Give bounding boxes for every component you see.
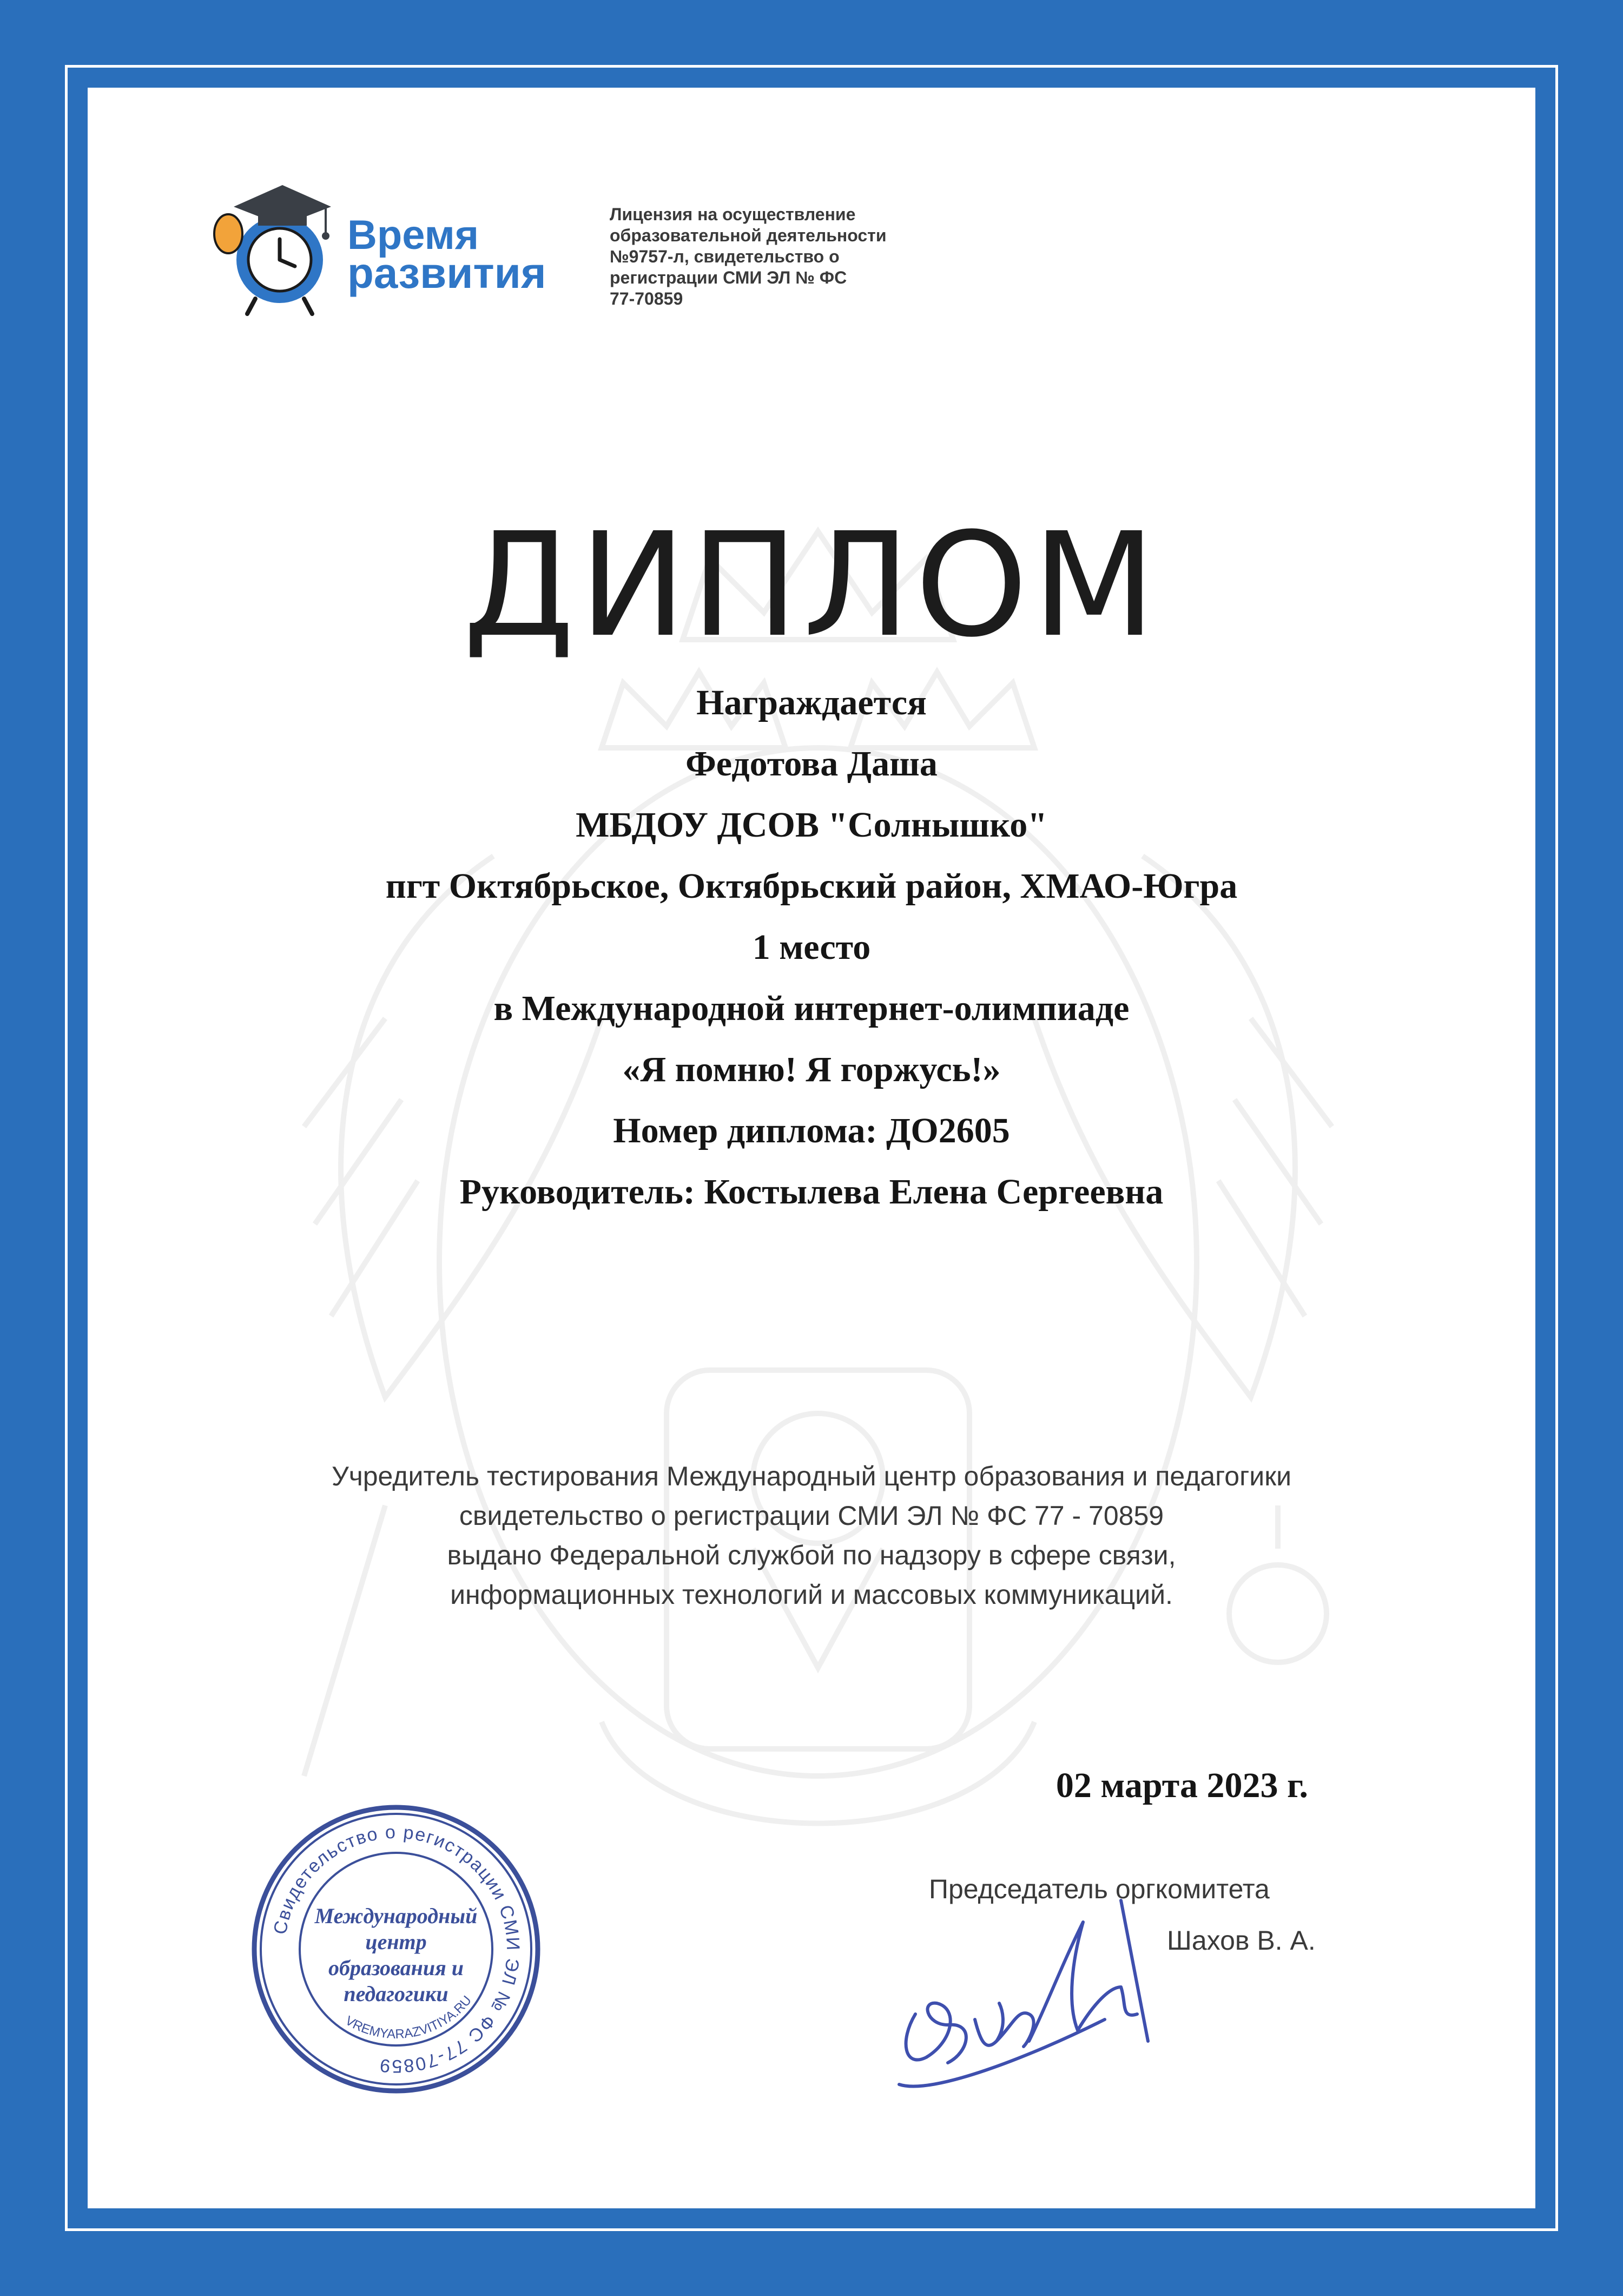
svg-text:VREMYARAZVITIYA.RU: VREMYARAZVITIYA.RU — [342, 1993, 475, 2042]
diploma-title: ДИПЛОМ — [463, 502, 1160, 669]
license-line: образовательной деятельности — [610, 226, 887, 245]
award-block — [88, 672, 1535, 1222]
event-title: «Я помню! Я горжусь!» — [622, 1050, 1001, 1089]
founder-line: свидетельство о регистрации СМИ ЭЛ № ФС 77 - 70859 — [459, 1501, 1164, 1531]
stamp-line: педагогики — [344, 1982, 448, 2006]
diploma-sheet — [88, 88, 1535, 2208]
chair-name: Шахов В. А. — [1167, 1925, 1316, 1956]
license-line: 77-70859 — [610, 289, 683, 308]
brand-name — [347, 212, 546, 297]
license-info — [610, 204, 956, 310]
stamp-center-text — [293, 1903, 499, 2007]
brand-name-line1: Время — [347, 212, 479, 258]
place: 1 место — [752, 927, 871, 967]
stamp-line: центр — [365, 1930, 427, 1954]
stamp-line: образования и — [328, 1956, 464, 1980]
diploma-number: Номер диплома: ДО2605 — [613, 1111, 1010, 1150]
awarded-label: Награждается — [696, 683, 927, 722]
location: пгт Октябрьское, Октябрьский район, ХМАО-Югра — [385, 866, 1238, 906]
license-line: регистрации СМИ ЭЛ № ФС — [610, 268, 847, 287]
organization: МБДОУ ДСОВ "Солнышко" — [576, 805, 1047, 845]
stamp-line: Международный — [314, 1904, 478, 1928]
license-line: №9757-л, свидетельство о — [610, 247, 840, 266]
issue-date: 02 марта 2023 г. — [1055, 1766, 1308, 1805]
license-line: Лицензия на осуществление — [610, 205, 856, 224]
supervisor: Руководитель: Костылева Елена Сергеевна — [459, 1172, 1164, 1212]
recipient-name: Федотова Даша — [685, 744, 938, 784]
organization-stamp — [250, 1803, 542, 2095]
founder-line: выдано Федеральной службой по надзору в сфере связи, — [447, 1540, 1176, 1570]
founder-line: информационных технологий и массовых коммуникаций. — [450, 1580, 1173, 1610]
brand-name-line2: развития — [347, 249, 546, 297]
signature-icon — [867, 1879, 1191, 2117]
alarm-clock-graduation-cap-icon — [196, 169, 342, 331]
founder-info — [88, 1457, 1535, 1615]
svg-text:Свидетельство о регистрации СМ: Свидетельство о регистрации СМИ ЭЛ № ФС 77-70859 — [269, 1821, 524, 2077]
event: в Международной интернет-олимпиаде — [493, 989, 1130, 1028]
founder-line: Учредитель тестирования Международный центр образования и педагогики — [331, 1461, 1292, 1491]
chair-title: Председатель оргкомитета — [929, 1874, 1270, 1904]
